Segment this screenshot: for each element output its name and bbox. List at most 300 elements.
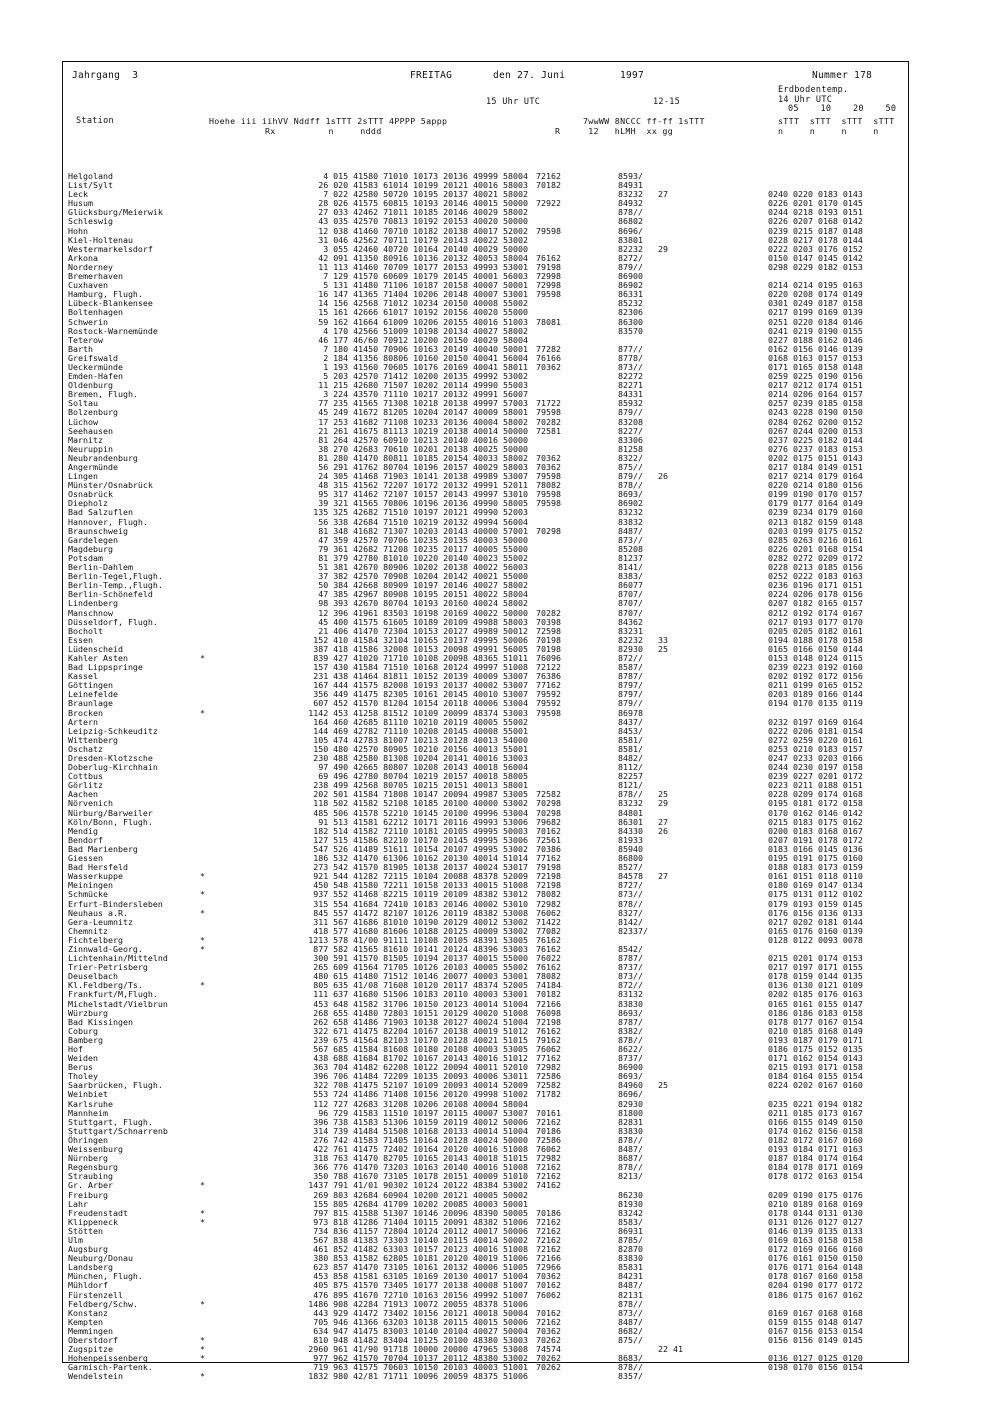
group-8: 8142/ <box>618 916 643 927</box>
group-7: 70282 <box>536 607 561 618</box>
soil-temps: 0226 0201 0170 0145 <box>768 198 863 209</box>
group-8: 86331 <box>618 289 643 300</box>
group-7: 70362 <box>536 361 561 372</box>
station-name: Neuruppin <box>68 443 113 454</box>
group-8: 8227/ <box>618 425 643 436</box>
soil-temps: 0212 0192 0174 0167 <box>768 607 863 618</box>
group-7: 72166 <box>536 1253 561 1264</box>
synop-values: 45 400 41575 61605 10189 20109 49988 58003 <box>318 616 528 627</box>
soil-temps: 0187 0184 0174 0164 <box>768 1153 863 1164</box>
soil-temps: 0176 0171 0164 0148 <box>768 1262 863 1273</box>
group-8: 878// <box>618 1298 643 1309</box>
group-8: 83801 <box>618 234 643 245</box>
group-7: 76386 <box>536 671 561 682</box>
station-name: Bremen, Flugh. <box>68 389 138 400</box>
soil-temps: 0176 0156 0136 0133 <box>768 907 863 918</box>
synop-values: 16 147 41365 71404 10206 20148 40007 53001 <box>318 289 528 300</box>
soil-temps: 0213 0182 0159 0148 <box>768 516 863 527</box>
synop-values: 269 803 42684 60904 10200 20121 40005 50002 <box>313 1189 528 1200</box>
group-7: 78082 <box>536 971 561 982</box>
erdboden-title: Erdbodentemp. <box>778 85 849 95</box>
soil-temps: 0183 0166 0145 0136 <box>768 843 863 854</box>
group-8: 8696/ <box>618 1089 643 1100</box>
group-7: 72162 <box>536 1244 561 1255</box>
group-8: 8593/ <box>618 171 643 181</box>
mountain-marker: * <box>200 707 205 718</box>
group-8: 83232 <box>618 798 643 809</box>
group-7: 76166 <box>536 352 561 363</box>
mountain-marker: * <box>200 1335 205 1345</box>
soil-temps: 0210 0185 0168 0149 <box>768 1025 863 1036</box>
station-name: Trier-Petrisberg <box>68 962 148 973</box>
soil-temps: 0171 0165 0158 0148 <box>768 361 863 372</box>
soil-temps: 0223 0211 0188 0151 <box>768 780 863 791</box>
synop-values: 118 502 41582 52108 10185 20100 40000 53002 <box>313 798 528 809</box>
synop-values: 322 671 41475 82204 10167 20138 40019 51012 <box>313 1025 528 1036</box>
group-7: 70298 <box>536 807 561 818</box>
col-7: 7wwWW 8NCCC ff-ff 1sTTT <box>583 116 705 126</box>
group-8: 83570 <box>618 325 643 336</box>
station-name: Kiel-Holtenau <box>68 234 133 245</box>
station-name: Regensburg <box>68 1162 118 1173</box>
station-name: Cottbus <box>68 771 103 782</box>
group-7: 74184 <box>536 980 561 991</box>
group-8: 8797/ <box>618 689 643 700</box>
group-8: 8693/ <box>618 1007 643 1018</box>
group-7: 76062 <box>536 907 561 918</box>
soil-temps: 0226 0207 0168 0142 <box>768 216 863 227</box>
group-8: 84331 <box>618 389 643 400</box>
synop-values: 127 515 41586 82210 10170 20145 49995 53006 <box>313 834 528 845</box>
synop-values: 39 321 41565 70806 10196 20136 49990 58005 <box>318 498 528 509</box>
soil-temps: 0202 0192 0172 0156 <box>768 671 863 682</box>
synop-values: 553 724 41486 71408 10156 20120 49998 51002 <box>313 1089 528 1100</box>
synop-values: 95 317 41462 72107 10157 20143 49997 53010 <box>318 489 528 500</box>
station-name: Straubing <box>68 1171 113 1182</box>
group-8: 84231 <box>618 1271 643 1282</box>
synop-values: 719 963 41575 70603 10150 20103 40003 51001 <box>313 1362 528 1373</box>
station-name: Brocken <box>68 707 103 718</box>
group-8: 82272 <box>618 371 643 382</box>
group-7: 78081 <box>536 316 561 327</box>
station-name: Emden-Hafen <box>68 371 123 382</box>
soil-temps: 0136 0130 0121 0109 <box>768 980 863 991</box>
station-name: Memmingen <box>68 1325 113 1336</box>
group-7: 72586 <box>536 1071 561 1082</box>
station-name: Lahr <box>68 1198 88 1209</box>
station-name: Berlin-Schönefeld <box>68 589 153 600</box>
group-7: 70362 <box>536 462 561 472</box>
station-name: Artern <box>68 716 98 727</box>
group-8: 82870 <box>618 1244 643 1255</box>
group-7: 70186 <box>536 1125 561 1136</box>
group-7: 72198 <box>536 871 561 882</box>
station-name: Doberlug-Kirchhain <box>68 762 158 773</box>
group-8: 82131 <box>618 1289 643 1300</box>
group-8: 8437/ <box>618 716 643 727</box>
synop-values: 453 648 41582 31706 10150 20123 40014 51004 <box>313 998 528 1009</box>
synop-values: 438 688 41684 81702 10167 20143 40016 51012 <box>313 1053 528 1064</box>
station-name: Bremerhaven <box>68 271 123 282</box>
table-row <box>68 1372 898 1381</box>
group-7: 70262 <box>536 1335 561 1345</box>
soil-temps: 0199 0190 0170 0157 <box>768 489 863 500</box>
group-8: 86802 <box>618 216 643 227</box>
station-name: Wittenberg <box>68 734 118 745</box>
soil-temps: 0247 0233 0203 0166 <box>768 753 863 763</box>
soil-temps: 0211 0185 0173 0167 <box>768 1107 863 1118</box>
soil-temps: 0179 0177 0164 0149 <box>768 498 863 509</box>
group-8: 82337/ <box>618 925 648 936</box>
group-8: 83208 <box>618 416 643 427</box>
group-7: 76062 <box>536 1289 561 1300</box>
station-name: Oldenburg <box>68 380 113 391</box>
group-8: 8487/ <box>618 1144 643 1155</box>
synop-values: 405 875 41570 73405 10177 20138 40008 51007 <box>313 1280 528 1291</box>
group-8: 879// <box>618 407 643 418</box>
soil-temps: 0239 0227 0201 0172 <box>768 771 863 782</box>
group-7: 70262 <box>536 1362 561 1373</box>
group-7: 79598 <box>536 289 561 300</box>
group-8: 83232 <box>618 189 643 200</box>
station-name: Konstanz <box>68 1307 108 1318</box>
station-name: Dresden-Klotzsche <box>68 753 153 763</box>
station-name: Berlin-Dahlem <box>68 562 133 573</box>
soil-temps: 0217 0193 0177 0170 <box>768 616 863 627</box>
soil-temps: 0179 0193 0159 0145 <box>768 898 863 909</box>
soil-temps: 0176 0161 0150 0150 <box>768 1253 863 1264</box>
synop-values: 265 609 41564 71705 10126 20103 40005 55002 <box>313 962 528 973</box>
soil-temps: 0243 0228 0190 0150 <box>768 407 863 418</box>
group-8: 8787/ <box>618 1016 643 1027</box>
station-name: Angermünde <box>68 462 118 472</box>
soil-temps: 0178 0159 0144 0135 <box>768 971 863 982</box>
group-8: 879// <box>618 261 643 272</box>
group-7: 70362 <box>536 452 561 463</box>
group-8: 83306 <box>618 434 643 445</box>
synop-values: 973 818 41286 71404 10115 20091 48382 51006 <box>313 1216 528 1227</box>
station-name: Lindenberg <box>68 598 118 609</box>
group-7: 70298 <box>536 798 561 809</box>
station-name: Greifswald <box>68 352 118 363</box>
station-name: Weissenburg <box>68 1144 123 1155</box>
group-7: 78082 <box>536 889 561 900</box>
group-7: 72582 <box>536 789 561 800</box>
group-7: 72162 <box>536 1316 561 1327</box>
group-ff: 27 <box>658 871 668 882</box>
station-name: Schleswig <box>68 216 113 227</box>
group-8: 8778/ <box>618 352 643 363</box>
station-name: Zugspitze <box>68 1344 113 1355</box>
synop-values: 2 184 41356 80806 10160 20150 40041 56004 <box>323 352 528 363</box>
synop-values: 81 264 42570 60910 10213 20140 40016 50000 <box>318 434 528 445</box>
group-7: 72581 <box>536 425 561 436</box>
mountain-marker: * <box>200 980 205 991</box>
group-8: 85831 <box>618 1262 643 1273</box>
synop-values: 144 469 42782 71110 10208 20145 40008 55001 <box>313 725 528 736</box>
group-8: 8357/ <box>618 1371 643 1382</box>
group-8: 877// <box>618 343 643 354</box>
soil-temps: 0170 0162 0146 0142 <box>768 807 863 818</box>
group-ff: 29 <box>658 243 668 254</box>
soil-temps: 0168 0163 0157 0153 <box>768 352 863 363</box>
date: den 27. Juni <box>493 70 566 81</box>
group-7: 79598 <box>536 225 561 236</box>
station-name: Zinnwald-Georg. <box>68 943 143 954</box>
group-7: 72162 <box>536 171 561 181</box>
synop-values: 77 235 41565 71308 10218 20138 49997 57003 <box>318 398 528 409</box>
station-name: Berlin-Temp.,Flugh. <box>68 580 163 591</box>
station-name: Bad Kissingen <box>68 1016 133 1027</box>
station-name: Cuxhaven <box>68 280 108 291</box>
soil-temps: 0215 0201 0174 0153 <box>768 953 863 964</box>
group-8: 84932 <box>618 198 643 209</box>
synop-values: 81 280 41470 80811 10185 20154 40033 58002 <box>318 452 528 463</box>
soil-temps: 0193 0187 0179 0171 <box>768 1034 863 1045</box>
station-name: Neuburg/Donau <box>68 1253 133 1264</box>
soil-temps: 0200 0183 0168 0167 <box>768 825 863 836</box>
station-name: Coburg <box>68 1025 98 1036</box>
group-8: 81930 <box>618 1198 643 1209</box>
soil-temps: 0217 0184 0149 0151 <box>768 462 863 472</box>
group-8: 86900 <box>618 271 643 282</box>
col-n: n n n n <box>778 126 879 136</box>
group-7: 70182 <box>536 989 561 1000</box>
group-8: 8797/ <box>618 680 643 691</box>
station-name: Mannheim <box>68 1107 108 1118</box>
group-8: 8542/ <box>618 943 643 954</box>
station-name: Seehausen <box>68 425 113 436</box>
group-8: 86301 <box>618 816 643 827</box>
station-name: Helgoland <box>68 171 113 181</box>
group-7: 76096 <box>536 652 561 663</box>
group-7: 76062 <box>536 1044 561 1054</box>
station-name: Marnitz <box>68 434 103 445</box>
group-8: 81933 <box>618 834 643 845</box>
soil-temps: 0285 0263 0216 0161 <box>768 534 863 545</box>
mountain-marker: * <box>200 1371 205 1382</box>
station-name: Deuselbach <box>68 971 118 982</box>
synop-values: 273 542 41570 81905 10138 20137 40024 53017 <box>313 862 528 873</box>
station-name: Glücksburg/Meierwik <box>68 207 163 218</box>
station-name: Westermarkelsdorf <box>68 243 153 254</box>
soil-temps: 0150 0147 0145 0142 <box>768 252 863 263</box>
soil-temps: 0211 0199 0165 0152 <box>768 680 863 691</box>
station-name: Leck <box>68 189 88 200</box>
station-name: Wendelstein <box>68 1371 123 1382</box>
soil-temps: 0301 0249 0187 0158 <box>768 298 863 309</box>
group-8: 86902 <box>618 498 643 509</box>
group-8: 875// <box>618 1335 643 1345</box>
group-8: 872// <box>618 652 643 663</box>
soil-temps: 0220 0214 0180 0156 <box>768 480 863 491</box>
station-name: Nörvenich <box>68 798 113 809</box>
group-7: 72162 <box>536 1234 561 1245</box>
station-name: Weiden <box>68 1053 98 1064</box>
station-name: Köln/Bonn, Flugh. <box>68 816 153 827</box>
station-name: Norderney <box>68 261 113 272</box>
group-8: 85208 <box>618 543 643 554</box>
synop-values: 839 427 41020 71710 10108 20098 48365 51011 <box>313 652 528 663</box>
synop-values: 152 410 41584 32104 10165 20137 49995 50006 <box>313 634 528 645</box>
group-ff: 26 <box>658 825 668 836</box>
station-name: Neuhaus a.R. <box>68 907 128 918</box>
group-7: 79198 <box>536 261 561 272</box>
station-name: Braunlage <box>68 698 113 709</box>
synop-values: 182 514 41582 72110 10181 20105 49995 50003 <box>313 825 528 836</box>
soil-temps: 0128 0122 0093 0078 <box>768 934 863 945</box>
synop-values: 202 501 41584 71808 10147 20094 49987 53005 <box>313 789 528 800</box>
synop-values: 7 129 41570 60609 10179 20145 40001 56003 <box>323 271 528 282</box>
station-name: Braunschweig <box>68 525 128 536</box>
group-8: 878// <box>618 1162 643 1173</box>
erdboden-depths: 05 10 20 50 <box>788 104 897 114</box>
synop-values: 56 291 41762 80704 10196 20157 40029 58003 <box>318 462 528 472</box>
group-7: 72162 <box>536 1116 561 1127</box>
group-8: 8487/ <box>618 1316 643 1327</box>
synop-values: 476 895 41670 72710 10163 20156 49992 51007 <box>313 1289 528 1300</box>
soil-temps: 0186 0175 0152 0135 <box>768 1044 863 1054</box>
synop-values: 81 379 42780 81010 10220 20140 40023 55002 <box>318 552 528 563</box>
station-name: Kempten <box>68 1316 103 1327</box>
group-7: 76162 <box>536 1025 561 1036</box>
station-name: Oberstdorf <box>68 1335 118 1345</box>
station-name: Frankfurt/M,Flugh. <box>68 989 158 1000</box>
station-name: Göttingen <box>68 680 113 691</box>
synop-values: 318 763 41470 82705 10165 20143 40018 51015 <box>313 1153 528 1164</box>
group-7: 70198 <box>536 634 561 645</box>
soil-temps: 0131 0126 0127 0127 <box>768 1216 863 1227</box>
station-name: Berlin-Tegel,Flugh. <box>68 571 163 582</box>
group-8: 82271 <box>618 380 643 391</box>
synop-values: 1437 791 41/01 90302 10124 20122 48384 53002 <box>308 1180 528 1191</box>
group-7: 77282 <box>536 343 561 354</box>
synop-values: 797 815 41588 51307 10146 20096 48390 50005 <box>313 1207 528 1218</box>
synop-values: 48 315 41562 72207 10172 20132 49991 52011 <box>318 480 528 491</box>
group-ff: 25 <box>658 789 668 800</box>
col-stt: sTTT sTTT sTTT sTTT <box>778 116 895 126</box>
station-name: Bad Lippspringe <box>68 662 143 673</box>
group-8: 8696/ <box>618 225 643 236</box>
soil-temps: 0188 0183 0173 0159 <box>768 862 863 873</box>
soil-temps: 0169 0167 0168 0168 <box>768 1307 863 1318</box>
soil-temps: 0214 0214 0195 0163 <box>768 280 863 291</box>
station-name: Garmisch-Partenk. <box>68 1362 153 1373</box>
station-name: Hamburg, Flugh. <box>68 289 143 300</box>
synop-values: 46 177 46/60 70912 10200 20150 40029 58004 <box>318 334 528 345</box>
station-name: Düsseldorf, Flugh. <box>68 616 158 627</box>
synop-values: 443 929 41472 73402 10156 20121 40018 50004 <box>313 1307 528 1318</box>
synop-values: 1213 578 41/00 91111 10108 20105 48391 53005 <box>308 934 528 945</box>
station-name: Kassel <box>68 671 98 682</box>
group-7: 70362 <box>536 1325 561 1336</box>
group-8: 84578 <box>618 871 643 882</box>
group-8: 8322/ <box>618 452 643 463</box>
synop-values: 167 444 41575 82008 10193 20137 40002 53007 <box>313 680 528 691</box>
station-name: Husum <box>68 198 93 209</box>
station-name: Bad Hersfeld <box>68 862 128 873</box>
station-name: Klippeneck <box>68 1216 118 1227</box>
group-8: 8213/ <box>618 1171 643 1182</box>
group-8: 8382/ <box>618 1025 643 1036</box>
synop-values: 5 131 41480 71106 10187 20158 40007 50001 <box>323 280 528 291</box>
group-8: 8583/ <box>618 1216 643 1227</box>
soil-temps: 0244 0218 0193 0151 <box>768 207 863 218</box>
group-8: 83832 <box>618 516 643 527</box>
station-name: Oschatz <box>68 743 103 754</box>
station-name: Lingen <box>68 471 98 482</box>
synop-values: 268 655 41480 72803 10151 20129 40020 51008 <box>313 1007 528 1018</box>
station-name: Gera-Leumnitz <box>68 916 133 927</box>
group-7: 71422 <box>536 916 561 927</box>
synop-values: 4 015 41580 71010 10173 20136 49999 58004 <box>323 171 528 181</box>
synop-values: 418 577 41680 81606 10188 20125 40009 53002 <box>313 925 528 936</box>
synop-values: 3 224 43570 71110 10217 20132 49991 56007 <box>323 389 528 400</box>
group-8: 872// <box>618 980 643 991</box>
synop-values: 98 393 42670 80704 10193 20160 40024 58002 <box>318 598 528 609</box>
group-7: 74162 <box>536 1180 561 1191</box>
synop-values: 977 962 41570 70704 10137 20112 48380 53002 <box>313 1353 528 1364</box>
soil-temps: 0195 0191 0175 0160 <box>768 853 863 864</box>
station-name: Soltau <box>68 398 98 409</box>
synop-values: 164 460 42685 81110 10210 20119 40005 55002 <box>313 716 528 727</box>
soil-temps: 0237 0225 0182 0144 <box>768 434 863 445</box>
jahrgang: Jahrgang 3 <box>72 70 139 81</box>
station-name: Potsdam <box>68 552 103 563</box>
group-8: 82232 <box>618 634 643 645</box>
synop-values: 877 582 41565 81610 10141 20124 48396 53003 <box>313 943 528 954</box>
synop-values: 311 567 41686 81010 10190 20129 40012 53002 <box>313 916 528 927</box>
synop-values: 396 738 41583 51306 10159 20119 40012 50006 <box>313 1116 528 1127</box>
station-name: Bad Salzuflen <box>68 507 133 518</box>
group-8: 84801 <box>618 807 643 818</box>
station-name: Freiburg <box>68 1189 108 1200</box>
synop-values: 396 706 41484 72209 10135 20093 40006 53011 <box>313 1071 528 1082</box>
station-name: Leipzig-Schkeuditz <box>68 725 158 736</box>
group-7: 70162 <box>536 825 561 836</box>
station-name: Essen <box>68 634 93 645</box>
synop-values: 422 761 41475 72402 10164 20120 40016 51008 <box>313 1144 528 1155</box>
soil-temps: 0228 0213 0185 0156 <box>768 562 863 573</box>
soil-temps: 0178 0177 0167 0154 <box>768 1016 863 1027</box>
group-8: 8141/ <box>618 562 643 573</box>
group-7: 76062 <box>536 1144 561 1155</box>
synop-values: 15 161 42666 61017 10192 20156 40020 55000 <box>318 307 528 318</box>
group-7: 76022 <box>536 953 561 964</box>
group-8: 878// <box>618 1362 643 1373</box>
station-table <box>68 172 898 1381</box>
group-8: 86230 <box>618 1189 643 1200</box>
station-name: Teterow <box>68 334 103 345</box>
group-7: 72598 <box>536 625 561 636</box>
synop-values: 230 488 42580 81308 10204 20141 40016 53003 <box>313 753 528 763</box>
mountain-marker: * <box>200 1353 205 1364</box>
soil-temps: 0172 0169 0166 0160 <box>768 1244 863 1255</box>
group-8: 83830 <box>618 998 643 1009</box>
group-8: 878// <box>618 1134 643 1145</box>
soil-temps: 0186 0186 0183 0158 <box>768 1007 863 1018</box>
soil-temps: 0182 0172 0167 0160 <box>768 1134 863 1145</box>
mountain-marker: * <box>200 1344 205 1355</box>
synop-values: 450 548 41580 72211 10158 20133 40015 51008 <box>313 880 528 891</box>
group-8: 8453/ <box>618 725 643 736</box>
synop-values: 363 704 41482 62208 10122 20094 40011 52010 <box>313 1062 528 1073</box>
synop-values: 937 552 41468 82215 10119 20109 48382 53012 <box>313 889 528 900</box>
synop-values: 238 499 42568 80705 10215 20151 40013 58001 <box>313 780 528 791</box>
station-name: Lichtenhain/Mittelnd <box>68 953 168 964</box>
synop-values: 38 270 42683 70610 10201 20138 40025 50000 <box>318 443 528 454</box>
station-name: Leinefelde <box>68 689 118 700</box>
